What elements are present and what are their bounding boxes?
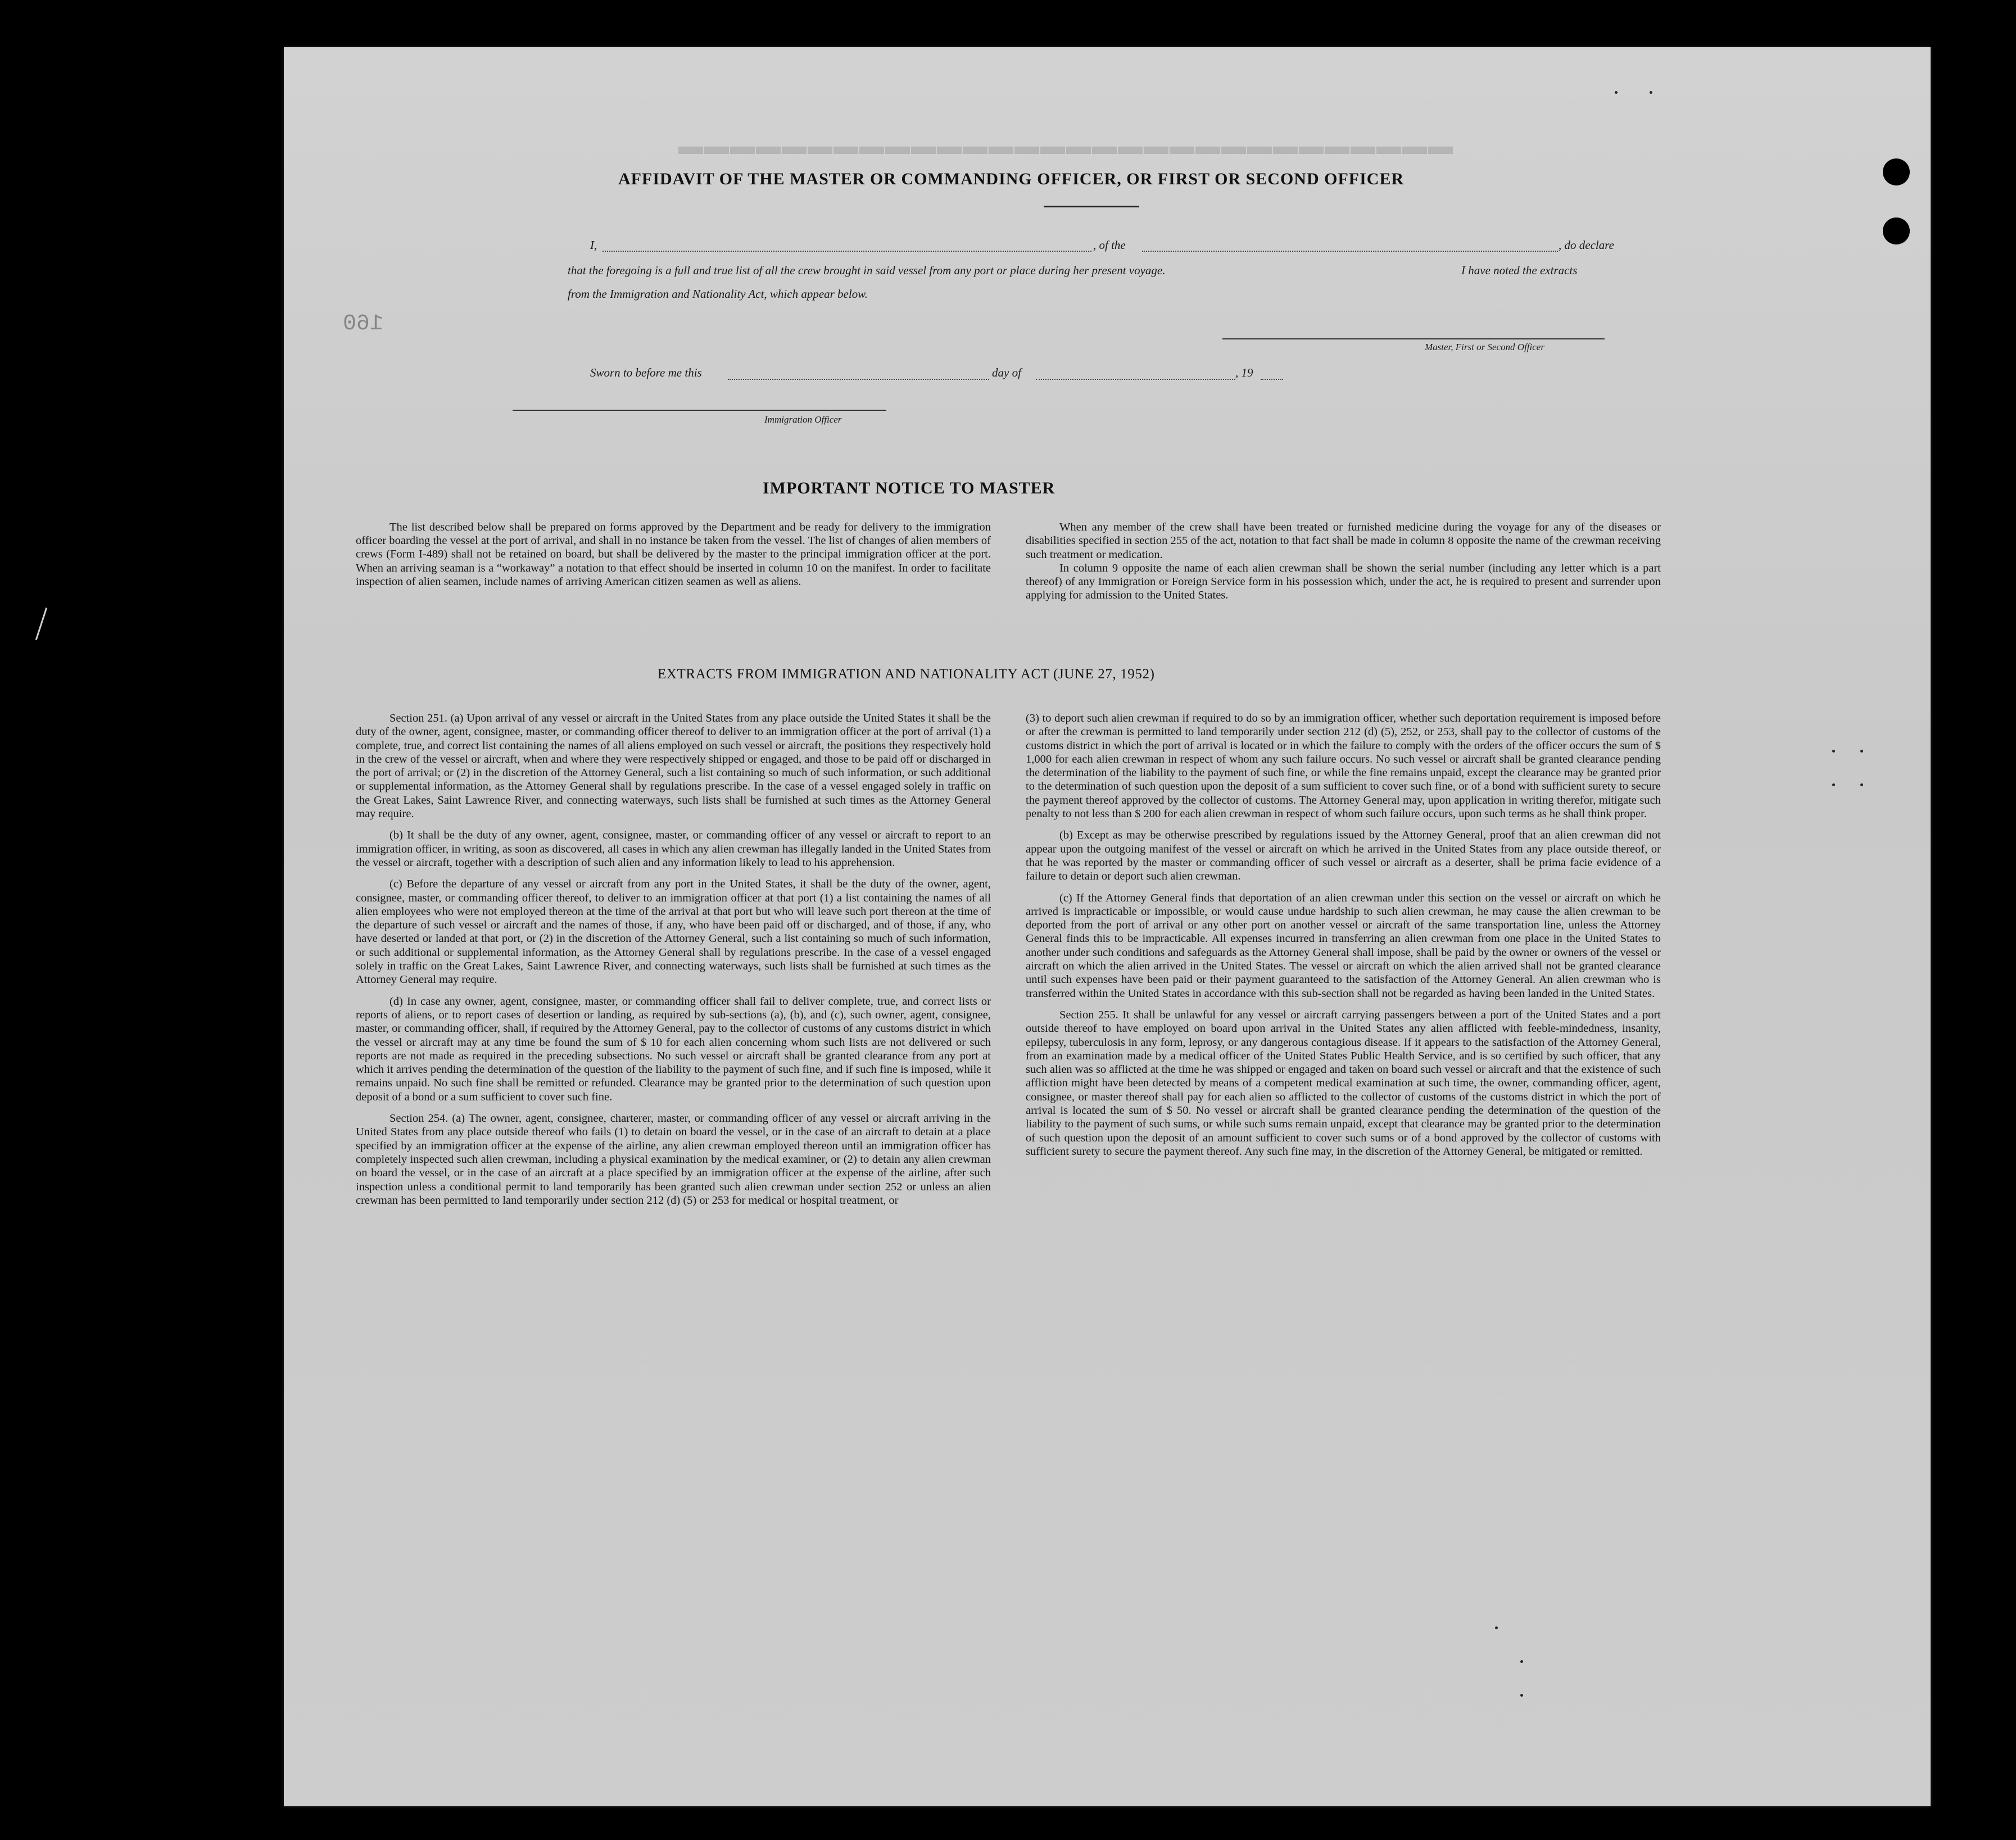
section-255: Section 255. It shall be unlawful for any vessel or aircraft carrying passengers between a port of the United States and a port outside thereof to have employed on board upon arrival in the United States any alien afflicted with feeble-mindedness, insanity, epilepsy, tuberculosis in any form, leprosy, or any dangerous contagious disease. If it appears to the satisfaction of the Attorney General, from an examination made by a medical officer of the United States Public Health Service, and is so certified by such officer, that any such alien was so afflicted at the time he was shipped or engaged and taken on board such vessel or aircraft and that the existence of such affliction might have been detected by means of a competent medical examination at such time, the owner, commanding officer, agent, consignee, or master thereof shall pay for each alien so afflicted to the collector of customs of the customs district in which the port of arrival is located the sum of $ 50. No vessel or aircraft shall be granted clearance pending the determination of the question of the liability to the payment of such sums, or while such sums remain unpaid, except that clearance may be granted prior to the determination of such question upon the deposit of an amount sufficient to cover such sums or of a bond approved by the collector of customs with sufficient surety to secure the payment thereof. Any such fine may, in the discretion of the Attorney General, be mitigated or remitted. [1026,1008,1661,1158]
section-254a-cont: (3) to deport such alien crewman if required to do so by an immigration officer, whether such deportation requirement is imposed before or after the crewman is permitted to land temporarily under section 212 (d) (5), 252, or 253, shall pay to the collector of customs of the customs district in which the port of arrival is located or in which the failure to comply with the orders of the officer occurs the sum of $ 1,000 for each alien crewman in respect of whom any such failure occurs. No such vessel or aircraft shall be granted clearance pending the determination of the liability to the payment of such fine, or while the fine remains unpaid, except the clearance may be granted prior to the determination of such question upon the deposit of a sum sufficient to cover such fine, or of a bond with sufficient surety to secure the payment thereof approved by the collector of customs. The Attorney General may, upon application in writing therefor, mitigate such penalty to not less than $ 200 for each alien crewman in respect of whom such failure occurs, upon such terms as he shall think proper. [1026,712,1661,821]
year-label: , 19 [1235,366,1253,379]
officer-signature-line[interactable] [513,410,886,411]
extracts-title: EXTRACTS FROM IMMIGRATION AND NATIONALITY ACT (JUNE 27, 1952) [658,667,1155,682]
section-251a: Section 251. (a) Upon arrival of any vessel or aircraft in the United States from any place outside the United States it shall be the duty of the owner, agent, consignee, master, or commanding officer thereof to deliver to an immigration officer at the port of arrival (1) a complete, true, and correct list containing the names of all aliens employed on such vessel or aircraft, the positions they respectively hold in the crew of the vessel or aircraft, when and where they were respectively shipped or engaged, and those to be paid off or discharged in the port of arrival; or (2) in the discretion of the Attorney General, such a list containing so much of such information, or such additional or supplemental information, as the Attorney General shall by regulations prescribe. In the case of a vessel engaged solely in traffic on the Great Lakes, Saint Lawrence River, and connecting waterways, such lists shall be furnished at such times as the Attorney General may require. [356,712,991,821]
affidavit-statement-2: from the Immigration and Nationality Act, which appear below. [568,287,868,301]
notice-left-paragraph: The list described below shall be prepared on forms approved by the Department and be ready for delivery to the immigration officer boarding the vessel at the port of arrival, and shall in no instance be taken from the vessel. The list of changes of alien members of crews (Form I-489) shall not be retained on board, but shall be delivered by the master to the principal immigration officer at the port. When an arriving seaman is a “workaway” a notation to that effect should be inserted in column 10 on the manifest. In order to facilitate inspection of alien seamen, include names of arriving American citizen seamen as well as aliens. [356,521,991,588]
scan-speck [1520,1660,1523,1663]
scan-speck [1860,783,1863,786]
of-the-label: , of the [1093,238,1126,252]
declarant-name-line[interactable] [602,251,1091,252]
notice-right-paragraph-1: When any member of the crew shall have been treated or furnished medicine during the voyage for any of the diseases or disabilities specified in section 255 of the act, notation to that fact shall be made in column 8 opposite the name of the crewman receiving such treatment or medication. [1026,521,1661,561]
sworn-year-line[interactable] [1261,379,1283,380]
master-signature-label: Master, First or Second Officer [1425,342,1544,352]
notice-right-column [1026,520,1661,602]
do-declare-label: , do declare [1559,238,1614,252]
scan-speck [1615,91,1618,94]
section-254c: (c) If the Attorney General finds that deportation of an alien crewman under this section on the vessel or aircraft on which he arrived is impracticable or impossible, or would cause undue hardship to such alien crewman, he may cause the alien crewman to be deported from the port of arrival or any other port on another vessel or aircraft of the same transportation line, unless the Attorney General finds this to be impracticable. All expenses incurred in transferring an alien crewman from one place in the United States to another under such conditions and safeguards as the Attorney General shall impose, shall be paid by the owner or owners of the vessel or aircraft on which the alien arrived in the United States. The vessel or aircraft on which the alien arrived shall not be granted clearance until such expenses have been paid or their payment guaranteed to the satisfaction of the Attorney General. An alien crewman who is transferred within the United States in accordance with this sub-section shall not be regarded as having been landed in the United States. [1026,891,1661,1000]
sworn-label: Sworn to before me this [590,366,702,379]
day-of-label: day of [992,366,1021,379]
scan-speck [1495,1626,1498,1629]
scan-speck [1832,783,1835,786]
section-254a: Section 254. (a) The owner, agent, consignee, charterer, master, or commanding officer of any vessel or aircraft arriving in the United States from any place outside thereof who fails (1) to detain on board the vessel, or in the case of an aircraft to detain at a place specified by an immigration officer at the expense of the airline, any alien crewman employed thereon until an immigration officer has completely inspected such alien crewman, including a physical examination by the medical examiner, or (2) to detain any alien crewman on board the vessel, or in the case of an aircraft at a place specified by an immigration officer at the expense of the airline, after such inspection unless a conditional permit to land temporarily has been granted such alien crewman under section 252 or unless an alien crewman has been permitted to land temporarily under section 212 (d) (5) or 253 for medical or hospital treatment, or [356,1112,991,1207]
affidavit-title: AFFIDAVIT OF THE MASTER OR COMMANDING OFFICER, OR FIRST OR SECOND OFFICER [618,170,1405,188]
extracts-left-column [356,711,991,1215]
scan-speck [1832,750,1835,753]
punch-hole [1883,217,1910,244]
stamp-number: 160 [343,311,384,337]
bleed-through-text: ▬▬▬▬▬▬▬▬▬▬▬▬▬▬▬▬▬▬▬▬▬▬▬▬▬▬▬▬▬▬ [677,132,1453,160]
section-251d: (d) In case any owner, agent, consignee, master, or commanding officer shall fail to deliver complete, true, and correct lists or reports of aliens, or to report cases of desertion or landing, as required by sub-sections (a), (b), and (c), such owner, agent, consignee, master, or commanding officer, shall, if required by the Attorney General, pay to the collector of customs of any customs district in which the vessel or aircraft may at any time be found the sum of $ 10 for each alien concerning whom such lists are not delivered or such reports are not made as required in the preceding subsections. No such vessel or aircraft shall be granted clearance from any port at which it arrives pending the determination of the question of the liability to the payment of such fine, and if such fine is imposed, while it remains unpaid. No such fine shall be remitted or refunded. Clearance may be granted prior to the determination of such question upon deposit of a bond or a sum sufficient to cover such fine. [356,995,991,1103]
scan-speck [1650,91,1652,94]
master-signature-line[interactable] [1222,338,1605,339]
notice-title: IMPORTANT NOTICE TO MASTER [763,479,1055,497]
sworn-month-line[interactable] [1036,379,1235,380]
vessel-name-line[interactable] [1142,251,1558,252]
officer-signature-label: Immigration Officer [764,414,842,425]
scan-mark [35,608,47,640]
scan-speck [1860,750,1863,753]
title-rule [1044,206,1139,207]
section-251b: (b) It shall be the duty of any owner, agent, consignee, master, or commanding officer of any vessel or aircraft to report to an immigration officer, in writing, as soon as discovered, all cases in which any alien crewman has illegally landed in the United States from the vessel or aircraft, together with a description of such alien and any information likely to lead to his apprehension. [356,829,991,869]
punch-hole [1883,158,1910,185]
sworn-day-line[interactable] [728,379,989,380]
notice-right-paragraph-2: In column 9 opposite the name of each alien crewman shall be shown the serial number (including any letter which is a part thereof) of any Immigration or Foreign Service form in his possession which, under the act, he is required to present and surrender upon applying for admission to the United States. [1026,561,1661,602]
document-page [284,47,1931,1806]
affidavit-statement: that the foregoing is a full and true list of all the crew brought in said vessel from any port or place during her present voyage. [568,264,1166,277]
declarant-label: I, [590,238,597,252]
section-251c: (c) Before the departure of any vessel or aircraft from any port in the United States, it shall be the duty of the owner, agent, consignee, master, or commanding officer thereof, to deliver to an immigration officer at that port (1) a list containing the names of all alien employees who were not employed thereon at the time of the arrival at that port but who will leave such port thereon at the time of the departure of such vessel or aircraft and the names of those, if any, who have been paid off or discharged, and of those, if any, who have deserted or landed at that port, or (2) in the discretion of the Attorney General, such a list containing so much of such information, or such additional or supplemental information, as the Attorney General shall by regulations prescribe. In the case of a vessel engaged solely in traffic on the Great Lakes, Saint Lawrence River, and connecting waterways, such lists shall be furnished at such times as the Attorney General may require. [356,878,991,986]
section-254b: (b) Except as may be otherwise prescribed by regulations issued by the Attorney General, proof that an alien crewman did not appear upon the outgoing manifest of the vessel or aircraft on which he arrived in the United States from any place outside thereof, or that he was reported by the master or commanding officer of such vessel or aircraft as a deserter, shall be prima facie evidence of a failure to detain or deport such alien crewman. [1026,829,1661,883]
scan-speck [1520,1694,1523,1697]
extracts-right-column [1026,711,1661,1166]
affidavit-statement-end: I have noted the extracts [1461,264,1578,277]
